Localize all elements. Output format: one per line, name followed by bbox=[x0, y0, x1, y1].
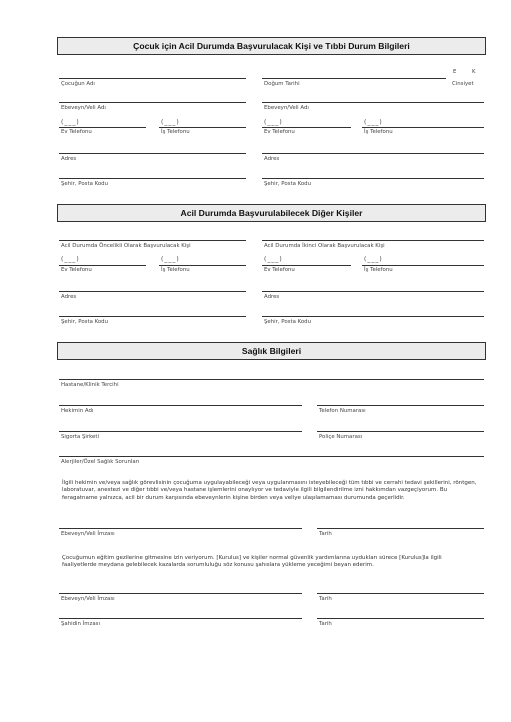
allergies-field[interactable] bbox=[59, 456, 484, 457]
s2-work-phone-mask-2: (___) bbox=[364, 256, 383, 263]
home-phone-field-2[interactable] bbox=[262, 127, 351, 128]
birth-date-label: Doğum Tarihi bbox=[264, 81, 300, 87]
witness-signature-field[interactable] bbox=[59, 618, 302, 619]
parent1-name-field[interactable] bbox=[59, 102, 246, 103]
primary-contact-field[interactable] bbox=[59, 240, 246, 241]
parent2-name-label: Ebeveyn/Veli Adı bbox=[264, 105, 309, 111]
child-name-label: Çocuğun Adı bbox=[61, 81, 95, 87]
s2-work-phone-mask: (___) bbox=[161, 256, 180, 263]
city-zip-field[interactable] bbox=[59, 178, 246, 179]
s2-address-label: Adres bbox=[61, 294, 77, 300]
section3-title: Sağlık Bilgileri bbox=[57, 342, 486, 360]
home-phone-mask: (___) bbox=[61, 119, 80, 126]
s2-home-phone-field-2[interactable] bbox=[262, 265, 351, 266]
address-label-2: Adres bbox=[264, 156, 280, 162]
policy-field[interactable] bbox=[317, 431, 484, 432]
date-field-2[interactable] bbox=[317, 593, 484, 594]
date-field-3[interactable] bbox=[317, 618, 484, 619]
s2-home-phone-label-2: Ev Telefonu bbox=[264, 267, 295, 273]
s2-work-phone-field[interactable] bbox=[159, 265, 246, 266]
date-field[interactable] bbox=[317, 528, 484, 529]
hospital-field[interactable] bbox=[59, 379, 484, 380]
parent-signature-label-2: Ebeveyn/Veli İmzası bbox=[61, 596, 115, 602]
hospital-label: Hastane/Klinik Tercihi bbox=[61, 382, 119, 388]
parent1-name-label: Ebeveyn/Veli Adı bbox=[61, 105, 106, 111]
date-label-2: Tarih bbox=[319, 596, 332, 602]
allergies-label: Alerjiler/Özel Sağlık Sorunları bbox=[61, 459, 140, 465]
child-name-field[interactable] bbox=[59, 78, 246, 79]
parent-signature-field[interactable] bbox=[59, 528, 302, 529]
gender-label: Cinsiyet bbox=[452, 81, 474, 87]
primary-contact-label: Acil Durumda Öncelikli Olarak Başvurulacak Kişi bbox=[61, 243, 191, 249]
secondary-contact-label: Acil Durumda İkinci Olarak Başvurulacak Kişi bbox=[264, 243, 385, 249]
s2-city-zip-label: Şehir, Posta Kodu bbox=[61, 319, 108, 325]
parent-signature-label: Ebeveyn/Veli İmzası bbox=[61, 531, 115, 537]
doctor-phone-label: Telefon Numarası bbox=[319, 408, 366, 414]
witness-signature-label: Şahidin İmzası bbox=[61, 621, 100, 627]
date-label-3: Tarih bbox=[319, 621, 332, 627]
s2-home-phone-field[interactable] bbox=[59, 265, 146, 266]
parent2-name-field[interactable] bbox=[262, 102, 484, 103]
s2-work-phone-label-2: İş Telefonu bbox=[364, 267, 393, 273]
s2-home-phone-mask: (___) bbox=[61, 256, 80, 263]
s2-address-field-2[interactable] bbox=[262, 291, 484, 292]
s2-city-zip-label-2: Şehir, Posta Kodu bbox=[264, 319, 311, 325]
insurance-field[interactable] bbox=[59, 431, 302, 432]
secondary-contact-field[interactable] bbox=[262, 240, 484, 241]
address-label: Adres bbox=[61, 156, 77, 162]
city-zip-label-2: Şehir, Posta Kodu bbox=[264, 181, 311, 187]
work-phone-field-2[interactable] bbox=[362, 127, 484, 128]
s2-home-phone-label: Ev Telefonu bbox=[61, 267, 92, 273]
address-field-2[interactable] bbox=[262, 153, 484, 154]
policy-label: Poliçe Numarası bbox=[319, 434, 363, 440]
s2-address-label-2: Adres bbox=[264, 294, 280, 300]
work-phone-label: İş Telefonu bbox=[161, 129, 190, 135]
parent-signature-field-2[interactable] bbox=[59, 593, 302, 594]
date-label: Tarih bbox=[319, 531, 332, 537]
s2-home-phone-mask-2: (___) bbox=[264, 256, 283, 263]
home-phone-field[interactable] bbox=[59, 127, 146, 128]
section2-title: Acil Durumda Başvurulabilecek Diğer Kişiler bbox=[57, 204, 486, 222]
birth-date-field[interactable] bbox=[262, 78, 446, 79]
home-phone-mask-2: (___) bbox=[264, 119, 283, 126]
gender-e-option[interactable]: E bbox=[453, 69, 457, 75]
work-phone-mask: (___) bbox=[161, 119, 180, 126]
doctor-phone-field[interactable] bbox=[317, 405, 484, 406]
s2-work-phone-field-2[interactable] bbox=[362, 265, 484, 266]
home-phone-label-2: Ev Telefonu bbox=[264, 129, 295, 135]
form-title: Çocuk için Acil Durumda Başvurulacak Kişi ve Tıbbi Durum Bilgileri bbox=[57, 37, 486, 55]
city-zip-label: Şehir, Posta Kodu bbox=[61, 181, 108, 187]
s2-city-zip-field[interactable] bbox=[59, 316, 246, 317]
city-zip-field-2[interactable] bbox=[262, 178, 484, 179]
insurance-label: Sigorta Şirketi bbox=[61, 434, 99, 440]
trip-consent-paragraph: Çocuğumun eğitim gezilerine gitmesine izin veriyorum. [Kurulus] ve kişiler normal güvenlik yardımlarına uydukları sürece [Kurulus]la ilgili faaliyetlerde meydana gelebilecek kazalarda sorumluluğu söz konusu şahıslara yükleme yeceğimi beyan ederim. bbox=[62, 555, 442, 569]
s2-city-zip-field-2[interactable] bbox=[262, 316, 484, 317]
home-phone-label: Ev Telefonu bbox=[61, 129, 92, 135]
s2-work-phone-label: İş Telefonu bbox=[161, 267, 190, 273]
s2-address-field[interactable] bbox=[59, 291, 246, 292]
gender-k-option[interactable]: K bbox=[472, 69, 476, 75]
address-field[interactable] bbox=[59, 153, 246, 154]
consent-paragraph: İlgili hekimin ve/veya sağlık görevlisinin çocuğuma uygulayabileceği veya uygulanmasını isteyebileceği tüm tıbbi ve cerrahi tedavi şekillerini, röntgen, laboratuvar, anestezi ve diğer tıbbi ve/veya hastane işlemlerini onaylıyor ve tedaviyle ilgili bilgilendirilme izni hakkımdan vazgeçiyorum. Bu feragatname yalnızca, acil bir durum karşısında ebeveynlerin kişine birden veya veliye ulaşılamaması durumunda geçerlidir. bbox=[62, 480, 477, 501]
work-phone-field[interactable] bbox=[159, 127, 246, 128]
doctor-label: Hekimin Adı bbox=[61, 408, 94, 414]
work-phone-mask-2: (___) bbox=[364, 119, 383, 126]
doctor-field[interactable] bbox=[59, 405, 302, 406]
work-phone-label-2: İş Telefonu bbox=[364, 129, 393, 135]
